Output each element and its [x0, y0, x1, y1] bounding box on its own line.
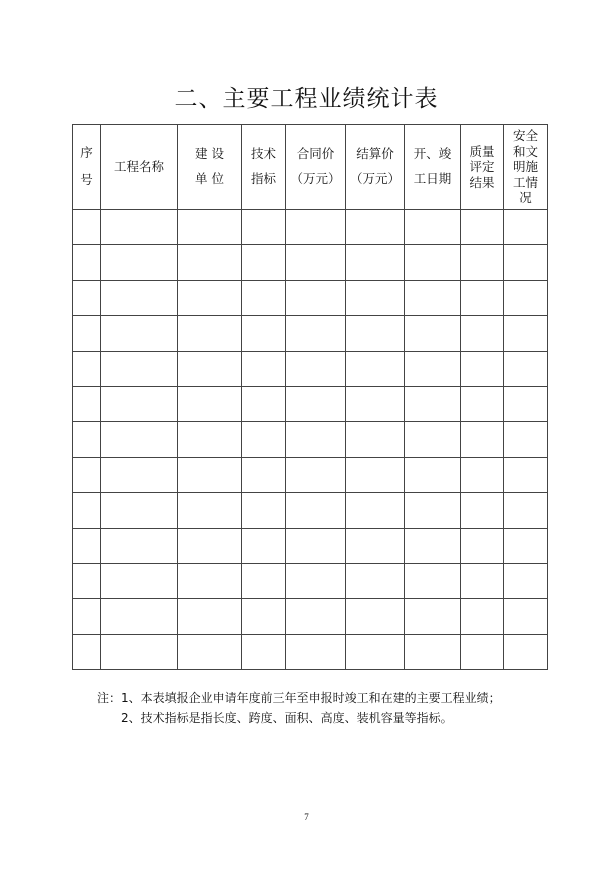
- header-quality-line1: 质量: [469, 143, 495, 159]
- note-line-1: 注：1、本表填报企业申请年度前三年至申报时竣工和在建的主要工程业绩；: [97, 691, 501, 705]
- table-cell[interactable]: [73, 493, 101, 528]
- table-cell[interactable]: [461, 422, 504, 457]
- table-cell[interactable]: [73, 634, 101, 669]
- table-cell[interactable]: [286, 245, 346, 280]
- table-cell[interactable]: [346, 563, 405, 598]
- table-cell[interactable]: [73, 528, 101, 563]
- table-cell[interactable]: [73, 210, 101, 245]
- header-settlement-price: [346, 125, 405, 210]
- table-cell[interactable]: [101, 528, 178, 563]
- table-cell[interactable]: [178, 528, 242, 563]
- table-cell[interactable]: [286, 210, 346, 245]
- table-cell[interactable]: [101, 210, 178, 245]
- table-cell[interactable]: [286, 280, 346, 315]
- table-cell[interactable]: [101, 280, 178, 315]
- table-cell[interactable]: [178, 280, 242, 315]
- table-cell[interactable]: [286, 599, 346, 634]
- header-settlement-price-line2: （万元）: [349, 171, 400, 186]
- table-cell[interactable]: [242, 493, 286, 528]
- table-cell[interactable]: [405, 563, 461, 598]
- table-cell[interactable]: [346, 316, 405, 351]
- table-cell[interactable]: [286, 386, 346, 421]
- table-cell[interactable]: [504, 599, 548, 634]
- table-cell[interactable]: [286, 634, 346, 669]
- header-seq-line2: 号: [80, 172, 93, 187]
- table-cell[interactable]: [101, 457, 178, 492]
- table-cell[interactable]: [101, 634, 178, 669]
- table-cell[interactable]: [242, 422, 286, 457]
- table-cell[interactable]: [286, 351, 346, 386]
- table-row: [73, 280, 548, 315]
- table-cell[interactable]: [346, 457, 405, 492]
- table-cell[interactable]: [504, 245, 548, 280]
- table-cell[interactable]: [286, 316, 346, 351]
- header-seq: [73, 125, 101, 210]
- table-cell[interactable]: [504, 634, 548, 669]
- table-cell[interactable]: [242, 386, 286, 421]
- table-row: [73, 599, 548, 634]
- table-cell[interactable]: [73, 422, 101, 457]
- table-cell[interactable]: [73, 280, 101, 315]
- table-cell[interactable]: [405, 422, 461, 457]
- table-cell[interactable]: [504, 316, 548, 351]
- table-cell[interactable]: [461, 457, 504, 492]
- header-safety: [504, 125, 548, 210]
- table-cell[interactable]: [346, 386, 405, 421]
- table-cell[interactable]: [405, 599, 461, 634]
- table-row: [73, 351, 548, 386]
- note-line-2: 2、技术指标是指长度、跨度、面积、高度、装机容量等指标。: [121, 711, 453, 725]
- table-cell[interactable]: [178, 351, 242, 386]
- page-title: 二、主要工程业绩统计表: [174, 86, 439, 112]
- table-cell[interactable]: [242, 563, 286, 598]
- table-cell[interactable]: [346, 634, 405, 669]
- table-cell[interactable]: [101, 599, 178, 634]
- header-dates-line1: 开、竣: [413, 146, 452, 162]
- table-cell[interactable]: [242, 599, 286, 634]
- table-cell[interactable]: [101, 563, 178, 598]
- table-cell[interactable]: [461, 210, 504, 245]
- table-cell[interactable]: [178, 457, 242, 492]
- table-cell[interactable]: [73, 563, 101, 598]
- table-cell[interactable]: [73, 599, 101, 634]
- table-row: [73, 245, 548, 280]
- table-cell[interactable]: [504, 563, 548, 598]
- table-row: [73, 528, 548, 563]
- table-cell[interactable]: [504, 457, 548, 492]
- table-cell[interactable]: [242, 316, 286, 351]
- table-cell[interactable]: [242, 245, 286, 280]
- table-cell[interactable]: [178, 316, 242, 351]
- table-cell[interactable]: [504, 280, 548, 315]
- header-client: [178, 125, 242, 210]
- table-cell[interactable]: [346, 210, 405, 245]
- table-cell[interactable]: [286, 563, 346, 598]
- table-cell[interactable]: [346, 493, 405, 528]
- header-quality: [461, 125, 504, 210]
- table-cell[interactable]: [286, 457, 346, 492]
- table-cell[interactable]: [461, 280, 504, 315]
- table-cell[interactable]: [504, 422, 548, 457]
- table-cell[interactable]: [73, 351, 101, 386]
- table-cell[interactable]: [101, 493, 178, 528]
- table-cell[interactable]: [504, 386, 548, 421]
- header-client-line1: 建 设: [195, 146, 224, 162]
- table-cell[interactable]: [73, 386, 101, 421]
- table-cell[interactable]: [178, 599, 242, 634]
- table-cell[interactable]: [178, 563, 242, 598]
- table-row: [73, 422, 548, 457]
- table-cell[interactable]: [101, 316, 178, 351]
- table-cell[interactable]: [461, 316, 504, 351]
- header-seq-line1: 序: [80, 145, 93, 161]
- header-client-line2: 单 位: [195, 171, 224, 186]
- table-row: [73, 386, 548, 421]
- table-cell[interactable]: [346, 280, 405, 315]
- table-row: [73, 316, 548, 351]
- header-safety-line1: 安全: [512, 127, 538, 143]
- table-cell[interactable]: [242, 210, 286, 245]
- table-row: [73, 563, 548, 598]
- table-cell[interactable]: [178, 634, 242, 669]
- table-cell[interactable]: [242, 280, 286, 315]
- table-cell[interactable]: [73, 316, 101, 351]
- table-cell[interactable]: [101, 351, 178, 386]
- table-cell[interactable]: [461, 351, 504, 386]
- table-cell[interactable]: [242, 457, 286, 492]
- table-cell[interactable]: [242, 351, 286, 386]
- table-cell[interactable]: [405, 386, 461, 421]
- table-cell[interactable]: [504, 210, 548, 245]
- table-cell[interactable]: [405, 280, 461, 315]
- table-cell[interactable]: [405, 245, 461, 280]
- table-cell[interactable]: [461, 599, 504, 634]
- header-row: [73, 125, 548, 210]
- header-quality-line3: 结果: [469, 174, 495, 190]
- header-safety-line2: 和文: [512, 143, 538, 159]
- header-project-name: 工程名称: [101, 125, 178, 210]
- table-cell[interactable]: [286, 493, 346, 528]
- table-cell[interactable]: [178, 493, 242, 528]
- table-cell[interactable]: [405, 457, 461, 492]
- table-cell[interactable]: [101, 245, 178, 280]
- table-cell[interactable]: [101, 422, 178, 457]
- table-cell[interactable]: [405, 316, 461, 351]
- table-cell[interactable]: [405, 493, 461, 528]
- table-cell[interactable]: [101, 386, 178, 421]
- header-dates-line2: 工日期: [413, 171, 452, 186]
- header-contract-price: [286, 125, 346, 210]
- table-cell[interactable]: [346, 422, 405, 457]
- table-cell[interactable]: [73, 245, 101, 280]
- table-cell[interactable]: [405, 210, 461, 245]
- table-cell[interactable]: [178, 422, 242, 457]
- table-cell[interactable]: [178, 210, 242, 245]
- table-cell[interactable]: [242, 528, 286, 563]
- table-cell[interactable]: [461, 386, 504, 421]
- header-tech-index-line2: 指标: [250, 171, 276, 186]
- table-cell[interactable]: [461, 634, 504, 669]
- table-cell[interactable]: [504, 493, 548, 528]
- table-cell[interactable]: [346, 528, 405, 563]
- header-tech-index-line1: 技术: [250, 146, 276, 162]
- table-cell[interactable]: [286, 528, 346, 563]
- table-cell[interactable]: [405, 528, 461, 563]
- header-settlement-price-line1: 结算价: [356, 146, 394, 162]
- notes: [97, 688, 501, 728]
- table-cell[interactable]: [405, 634, 461, 669]
- table-cell[interactable]: [461, 528, 504, 563]
- table-cell[interactable]: [504, 351, 548, 386]
- table-row: [73, 457, 548, 492]
- table-cell[interactable]: [405, 351, 461, 386]
- table-row: [73, 210, 548, 245]
- header-dates: [405, 125, 461, 210]
- table-cell[interactable]: [346, 599, 405, 634]
- table-cell[interactable]: [178, 386, 242, 421]
- page-number: 7: [304, 812, 309, 822]
- table-cell[interactable]: [504, 528, 548, 563]
- header-tech-index: [242, 125, 286, 210]
- table-cell[interactable]: [461, 563, 504, 598]
- header-quality-line2: 评定: [469, 159, 495, 175]
- table-cell[interactable]: [461, 245, 504, 280]
- table-row: [73, 634, 548, 669]
- table-cell[interactable]: [346, 351, 405, 386]
- table-cell[interactable]: [242, 634, 286, 669]
- table-row: [73, 493, 548, 528]
- table-cell[interactable]: [286, 422, 346, 457]
- header-contract-price-line2: （万元）: [290, 171, 341, 186]
- header-safety-line5: 况: [519, 190, 532, 206]
- table-cell[interactable]: [73, 457, 101, 492]
- table-cell[interactable]: [178, 245, 242, 280]
- table-cell[interactable]: [461, 493, 504, 528]
- table-body: [73, 210, 548, 670]
- performance-table: [72, 124, 548, 670]
- header-contract-price-line1: 合同价: [296, 146, 335, 162]
- table-cell[interactable]: [346, 245, 405, 280]
- header-safety-line4: 工情: [512, 174, 538, 190]
- header-safety-line3: 明施: [512, 159, 538, 175]
